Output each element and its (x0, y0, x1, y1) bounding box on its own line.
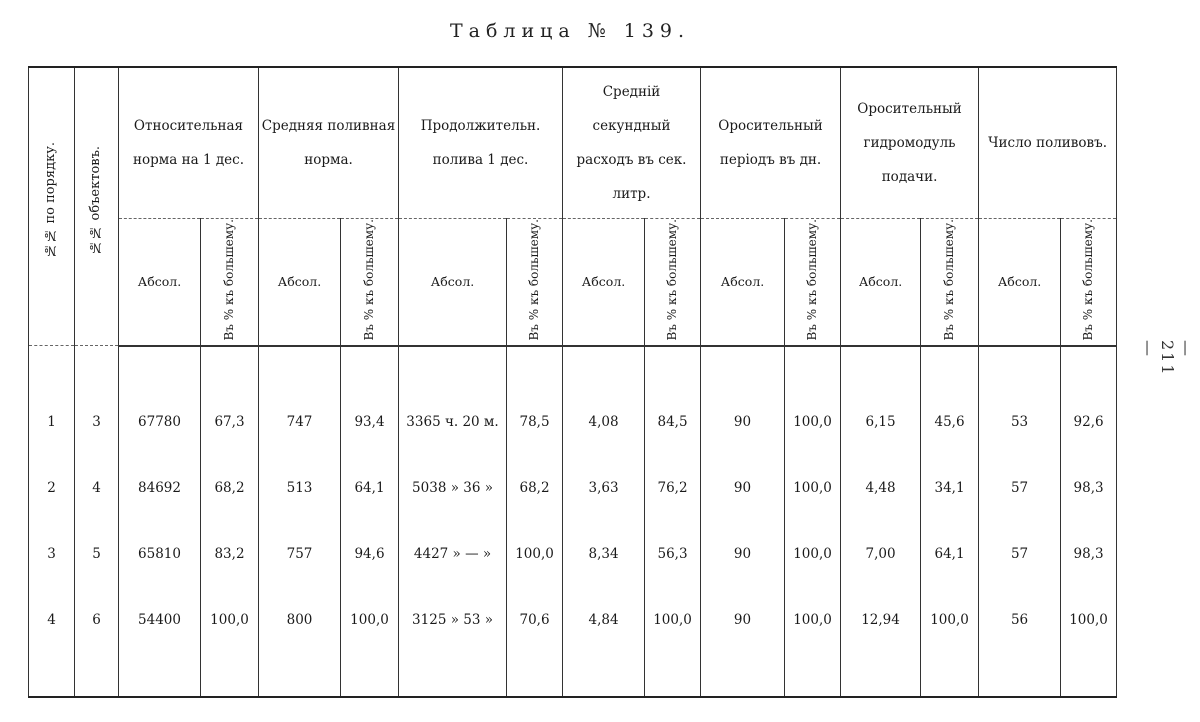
header-group-avg-norm: Средняя поливная норма. (259, 67, 399, 219)
cell: 56,3 (645, 521, 701, 587)
cell: 12,94 (841, 587, 921, 653)
cell-sample-number: 6 (75, 587, 119, 653)
cell: 84692 (119, 455, 201, 521)
header-group-norm: Относительная норма на 1 дес. (119, 67, 259, 219)
cell-sample-number: 3 (75, 389, 119, 455)
page-number: — 211 — (1139, 340, 1197, 377)
cell: 68,2 (507, 455, 563, 521)
cell: 45,6 (921, 389, 979, 455)
subheader-pct: Въ % къ большему. (1061, 219, 1117, 346)
cell: 3125 » 53 » (399, 587, 507, 653)
cell: 57 (979, 455, 1061, 521)
subheader-abs: Абсол. (119, 219, 201, 346)
cell: 3,63 (563, 455, 645, 521)
cell: 100,0 (785, 521, 841, 587)
subheader-pct: Въ % къ большему. (507, 219, 563, 346)
header-group-flow: Средній секундный расходъ въ сек. литр. (563, 67, 701, 219)
table-row (29, 389, 1117, 455)
cell: 54400 (119, 587, 201, 653)
subheader-row (29, 219, 1117, 346)
cell: 100,0 (785, 389, 841, 455)
cell: 70,6 (507, 587, 563, 653)
subheader-abs: Абсол. (399, 219, 507, 346)
cell: 100,0 (645, 587, 701, 653)
subheader-pct: Въ % къ большему. (645, 219, 701, 346)
header-group-duration: Продолжительн. полива 1 дес. (399, 67, 563, 219)
cell: 92,6 (1061, 389, 1117, 455)
cell: 98,3 (1061, 455, 1117, 521)
cell: 6,15 (841, 389, 921, 455)
cell: 93,4 (341, 389, 399, 455)
cell: 100,0 (341, 587, 399, 653)
cell: 76,2 (645, 455, 701, 521)
cell: 100,0 (507, 521, 563, 587)
subheader-abs: Абсол. (701, 219, 785, 346)
cell: 34,1 (921, 455, 979, 521)
header-group-period: Оросительный періодъ въ дн. (701, 67, 841, 219)
cell: 53 (979, 389, 1061, 455)
cell: 5038 » 36 » (399, 455, 507, 521)
cell: 7,00 (841, 521, 921, 587)
cell: 4,08 (563, 389, 645, 455)
subheader-abs: Абсол. (259, 219, 341, 346)
cell: 4,48 (841, 455, 921, 521)
cell: 67780 (119, 389, 201, 455)
cell: 4,84 (563, 587, 645, 653)
cell: 100,0 (785, 455, 841, 521)
cell: 3365 ч. 20 м. (399, 389, 507, 455)
cell-sample-number: 4 (75, 455, 119, 521)
table-tail (29, 653, 1117, 697)
subheader-abs: Абсол. (841, 219, 921, 346)
cell-row-number: 2 (29, 455, 75, 521)
cell-row-number: 4 (29, 587, 75, 653)
cell: 800 (259, 587, 341, 653)
table-row (29, 455, 1117, 521)
cell: 64,1 (341, 455, 399, 521)
cell: 8,34 (563, 521, 645, 587)
cell: 100,0 (201, 587, 259, 653)
header-sample-number: №№ объектовъ. (75, 67, 119, 346)
header-row (29, 67, 1117, 219)
cell: 757 (259, 521, 341, 587)
header-row-number: №№ по порядку. (29, 67, 75, 346)
data-table (28, 66, 1117, 698)
cell: 90 (701, 587, 785, 653)
cell: 98,3 (1061, 521, 1117, 587)
cell: 100,0 (785, 587, 841, 653)
cell: 100,0 (1061, 587, 1117, 653)
cell: 65810 (119, 521, 201, 587)
cell: 68,2 (201, 455, 259, 521)
cell: 747 (259, 389, 341, 455)
header-group-hydromodule: Оросительный гидромодуль подачи. (841, 67, 979, 219)
subheader-pct: Въ % къ большему. (921, 219, 979, 346)
cell: 57 (979, 521, 1061, 587)
cell: 67,3 (201, 389, 259, 455)
cell: 56 (979, 587, 1061, 653)
table-spacer (29, 346, 1117, 390)
subheader-abs: Абсол. (979, 219, 1061, 346)
cell: 90 (701, 455, 785, 521)
cell: 90 (701, 389, 785, 455)
cell: 4427 » — » (399, 521, 507, 587)
table-row (29, 587, 1117, 653)
cell: 84,5 (645, 389, 701, 455)
cell: 100,0 (921, 587, 979, 653)
cell-sample-number: 5 (75, 521, 119, 587)
cell: 513 (259, 455, 341, 521)
cell-row-number: 3 (29, 521, 75, 587)
cell: 94,6 (341, 521, 399, 587)
subheader-pct: Въ % къ большему. (201, 219, 259, 346)
cell: 83,2 (201, 521, 259, 587)
cell: 78,5 (507, 389, 563, 455)
cell: 90 (701, 521, 785, 587)
subheader-pct: Въ % къ большему. (341, 219, 399, 346)
table-title: Таблица № 139. (449, 20, 691, 42)
cell-row-number: 1 (29, 389, 75, 455)
table-row (29, 521, 1117, 587)
header-group-count: Число поливовъ. (979, 67, 1117, 219)
cell: 64,1 (921, 521, 979, 587)
subheader-pct: Въ % къ большему. (785, 219, 841, 346)
subheader-abs: Абсол. (563, 219, 645, 346)
